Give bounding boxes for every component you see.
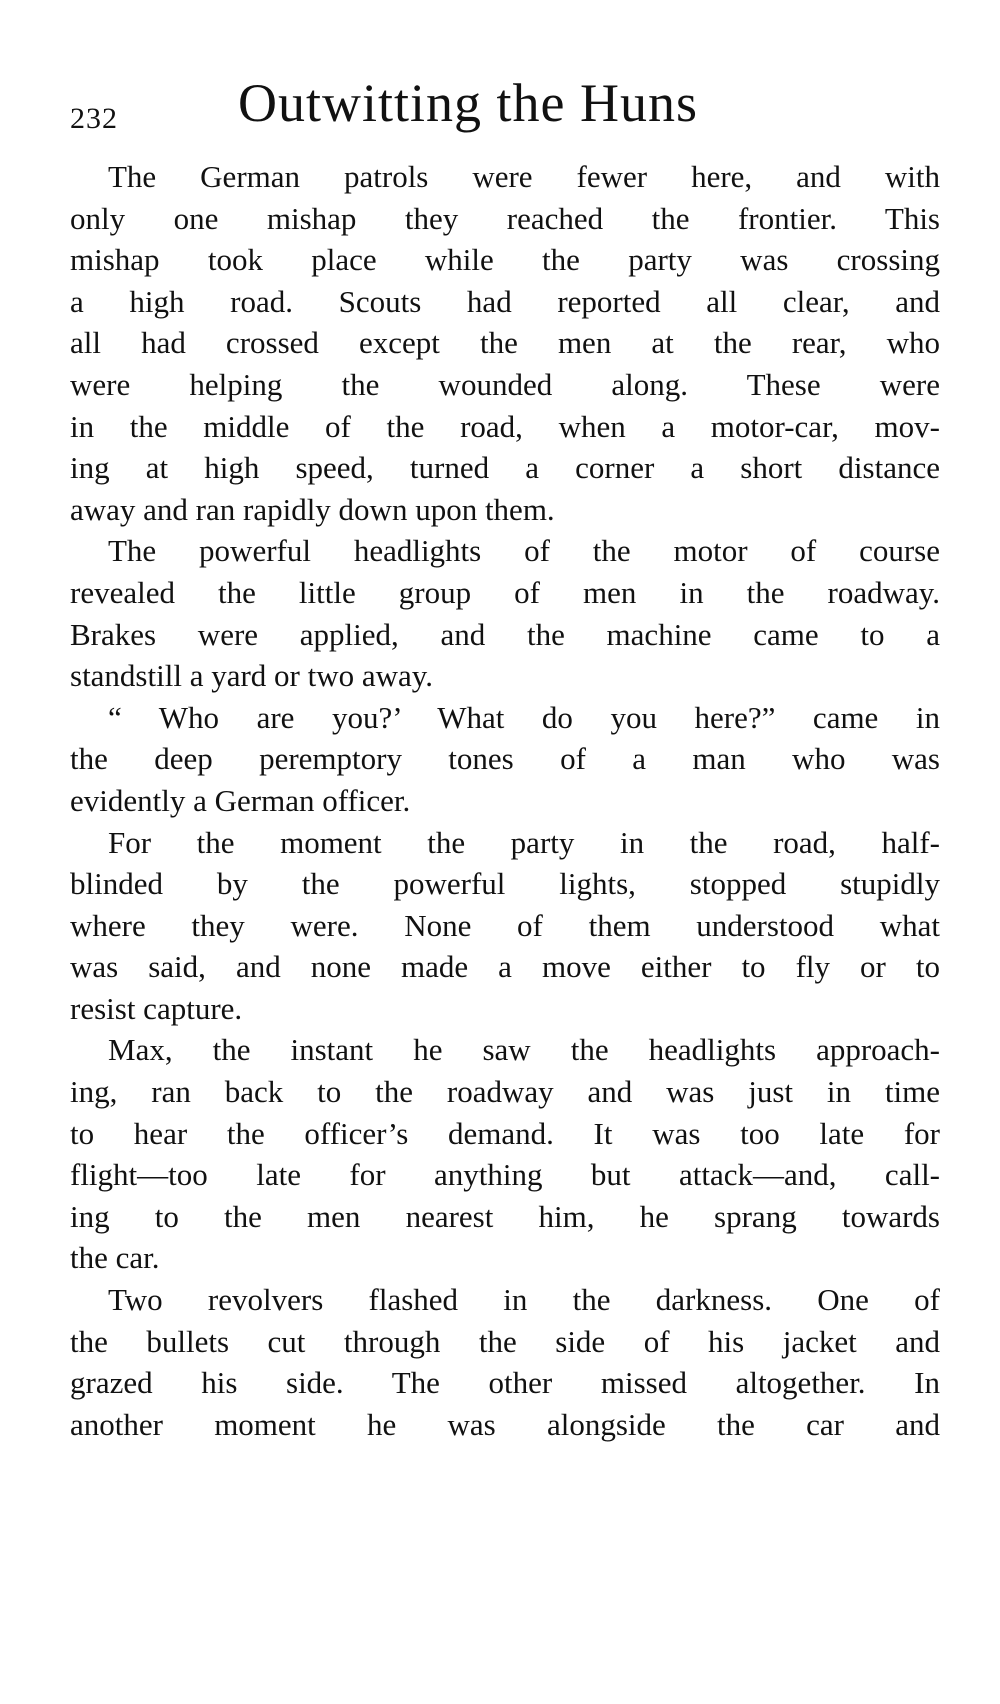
text-line: revealed the little group of men in the roadway. — [70, 574, 940, 610]
text-line: The German patrols were fewer here, and with — [108, 159, 940, 194]
text-line: the car. — [70, 1240, 160, 1276]
text-line: evidently a German officer. — [70, 782, 411, 818]
text-line: mishap took place while the party was crossing — [70, 242, 940, 278]
text-line: a high road. Scouts had reported all clear, and — [70, 283, 940, 319]
text-line: were helping the wounded along. These were — [70, 366, 940, 402]
running-title: Outwitting the Huns — [238, 73, 698, 133]
text-line: to hear the officer’s demand. It was too late for — [70, 1115, 940, 1151]
text-line: in the middle of the road, when a motor-car, mov- — [70, 408, 940, 444]
text-line: ing at high speed, turned a corner a short distance — [70, 450, 940, 486]
text-line: Brakes were applied, and the machine came to a — [70, 616, 940, 652]
page-number: 232 — [70, 102, 118, 135]
text-line: Two revolvers flashed in the darkness. One of — [108, 1282, 940, 1318]
text-line: For the moment the party in the road, half- — [108, 824, 940, 860]
text-line: “ Who are you?’ What do you here?” came in — [108, 699, 940, 735]
text-line: ing, ran back to the roadway and was just in time — [70, 1074, 940, 1110]
text-line: the deep peremptory tones of a man who was — [70, 741, 940, 777]
text-line: flight—too late for anything but attack—and, call- — [70, 1157, 940, 1193]
text-line: only one mishap they reached the frontier. This — [70, 200, 940, 236]
text-line: away and ran rapidly down upon them. — [70, 491, 555, 527]
text-line: where they were. None of them understood what — [70, 907, 940, 943]
text-line: resist capture. — [70, 990, 243, 1026]
text-line: ing to the men nearest him, he sprang towards — [70, 1198, 940, 1234]
text-line: grazed his side. The other missed altogether. In — [70, 1365, 940, 1401]
text-line: another moment he was alongside the car and — [70, 1406, 940, 1442]
text-line: Max, the instant he saw the headlights approach- — [108, 1032, 940, 1068]
page-header — [70, 72, 950, 152]
text-line: blinded by the powerful lights, stopped stupidly — [70, 866, 940, 902]
text-line: all had crossed except the men at the rear, who — [70, 325, 940, 361]
text-line: standstill a yard or two away. — [70, 658, 434, 694]
text-line: was said, and none made a move either to fly or to — [70, 949, 940, 985]
text-line: The powerful headlights of the motor of course — [108, 533, 940, 569]
body-text — [70, 156, 940, 1445]
text-line: the bullets cut through the side of his jacket and — [70, 1323, 940, 1359]
